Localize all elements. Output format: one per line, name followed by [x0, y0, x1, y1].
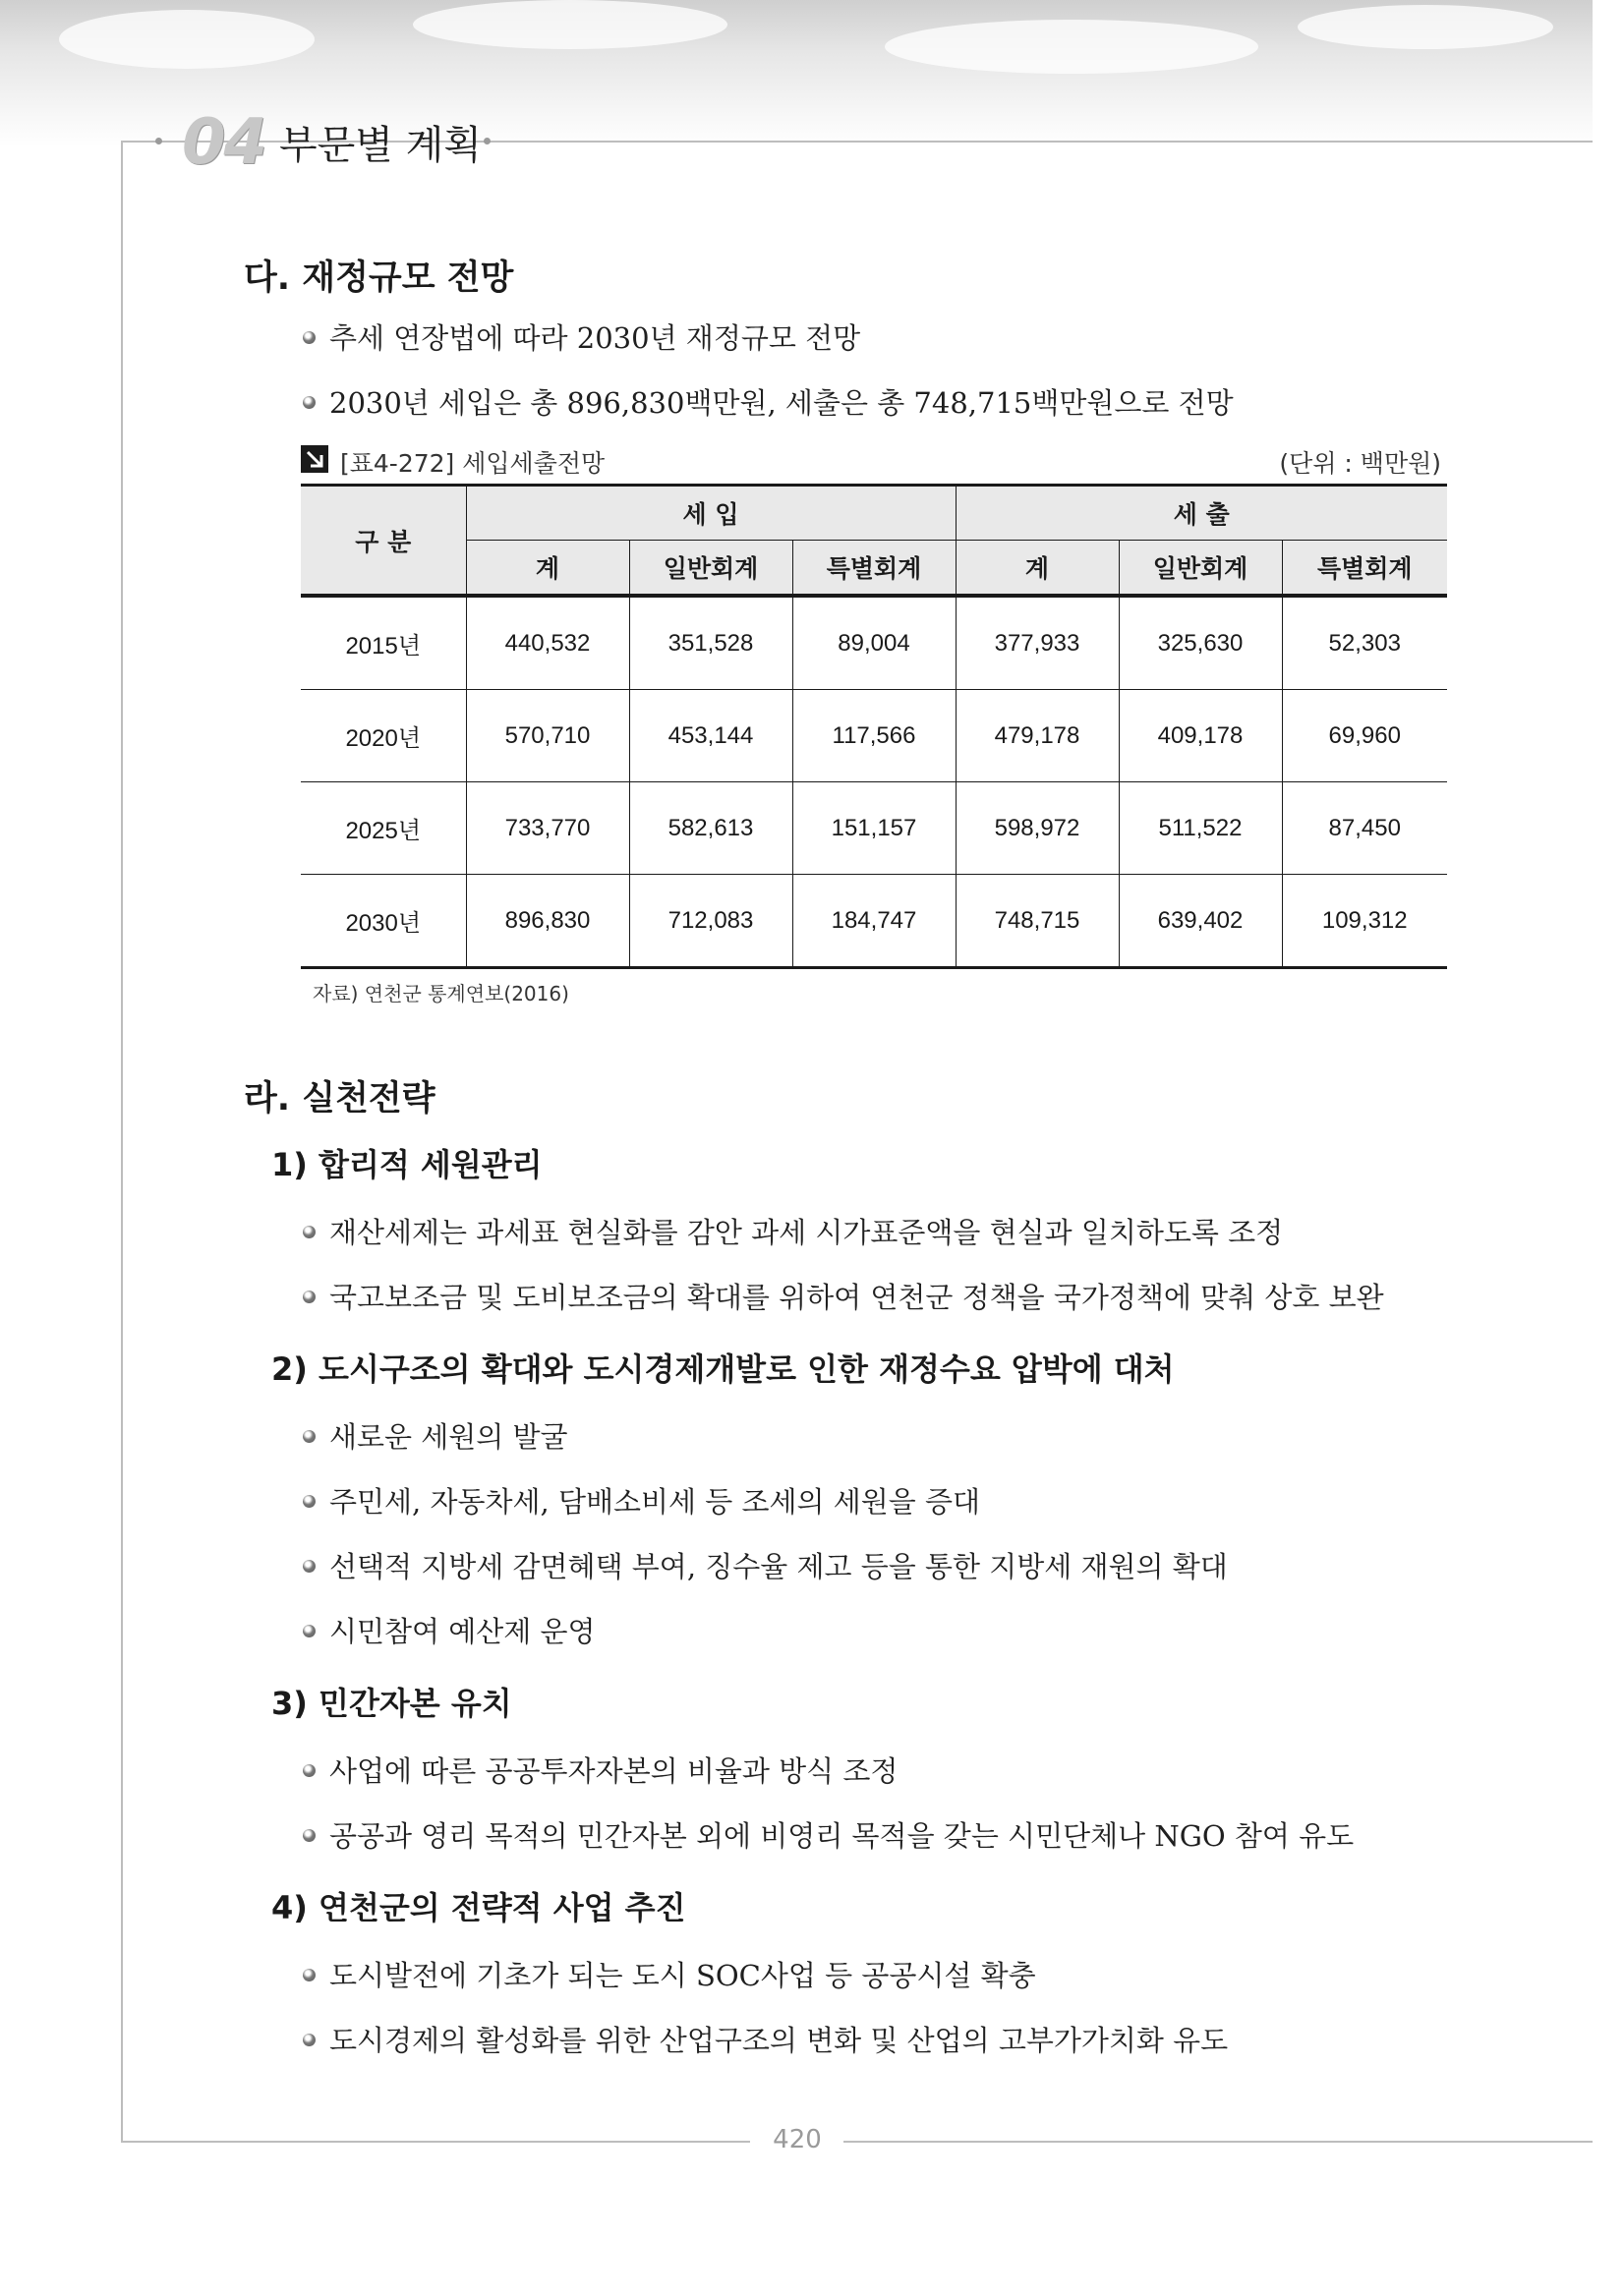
- bullet-item: [303, 1954, 1036, 1994]
- table-cell: 2030년: [301, 875, 466, 968]
- header-sub: 일반회계: [1119, 541, 1282, 597]
- bullet-text: 사업에 따른 공공투자자본의 비율과 방식 조정: [329, 1754, 899, 1788]
- table-row: [301, 782, 1447, 875]
- table-cell: 582,613: [629, 782, 792, 875]
- table-row: [301, 875, 1447, 968]
- bullet-icon: [303, 396, 316, 409]
- bullet-item: [303, 1545, 1228, 1585]
- bullet-text: 공공과 영리 목적의 민간자본 외에 비영리 목적을 갖는 시민단체나 NGO 참여 유도: [329, 1819, 1355, 1853]
- table-cell: 117,566: [792, 690, 956, 782]
- header-sub: 계: [956, 541, 1119, 597]
- bullet-text: 2030년 세입은 총 896,830백만원, 세출은 총 748,715백만원으로 전망: [329, 386, 1234, 420]
- bullet-icon: [303, 1430, 316, 1443]
- footer-rule: [843, 2141, 1593, 2143]
- bullet-item: [303, 1211, 1283, 1251]
- table-caption: [301, 442, 1441, 480]
- subsection-title: 1) 합리적 세원관리: [271, 1146, 543, 1183]
- table-row: [301, 596, 1447, 690]
- table-cell: 409,178: [1119, 690, 1282, 782]
- table-cell: 52,303: [1282, 596, 1447, 690]
- bullet-text: 주민세, 자동차세, 담배소비세 등 조세의 세원을 증대: [329, 1485, 981, 1519]
- table-cell: 351,528: [629, 596, 792, 690]
- table-cell: 511,522: [1119, 782, 1282, 875]
- table-cell: 598,972: [956, 782, 1119, 875]
- table-source-note: 자료) 연천군 통계연보(2016): [313, 982, 569, 1005]
- subsection-title: 2) 도시구조의 확대와 도시경제개발로 인한 재정수요 압박에 대처: [271, 1350, 1175, 1388]
- table-cell: 2025년: [301, 782, 466, 875]
- table-cell: 479,178: [956, 690, 1119, 782]
- page-number: 420: [773, 2125, 822, 2154]
- header-dot: [484, 138, 491, 144]
- table-cell: 89,004: [792, 596, 956, 690]
- header-expenditure: 세 출: [956, 486, 1447, 541]
- bullet-icon: [303, 1969, 316, 1981]
- bullet-icon: [303, 1829, 316, 1842]
- bullet-item: [303, 1415, 568, 1456]
- bullet-text: 시민참여 예산제 운영: [329, 1615, 596, 1648]
- bullet-item: [303, 2019, 1228, 2059]
- bullet-icon: [303, 1625, 316, 1637]
- table-cell: 440,532: [466, 596, 629, 690]
- bullet-icon: [303, 331, 316, 344]
- bullet-icon: [303, 1560, 316, 1573]
- bullet-icon: [303, 1226, 316, 1238]
- bullet-text: 국고보조금 및 도비보조금의 확대를 위하여 연천군 정책을 국가정책에 맞춰 상호 보완: [329, 1281, 1384, 1314]
- footer-rule: [121, 2141, 750, 2143]
- table-cell: 377,933: [956, 596, 1119, 690]
- bullet-icon: [303, 1291, 316, 1303]
- bullet-text: 도시경제의 활성화를 위한 산업구조의 변화 및 산업의 고부가가치화 유도: [329, 2024, 1229, 2057]
- bullet-item: [303, 1276, 1384, 1316]
- page-frame-left: [121, 141, 123, 2141]
- section-heading-da: 다. 재정규모 전망: [244, 258, 514, 298]
- table-unit: (단위 : 백만원): [1279, 449, 1441, 478]
- header-dot: [155, 138, 162, 144]
- table-cell: 69,960: [1282, 690, 1447, 782]
- header-revenue: 세 입: [466, 486, 956, 541]
- header-sub: 일반회계: [629, 541, 792, 597]
- bullet-text: 추세 연장법에 따라 2030년 재정규모 전망: [329, 321, 861, 355]
- cloud-decoration: [59, 10, 315, 69]
- bullet-item: [303, 1610, 596, 1650]
- header-sub: 특별회계: [792, 541, 956, 597]
- bullet-item: [303, 1480, 980, 1521]
- bullet-item: [303, 316, 860, 357]
- table-cell: 2015년: [301, 596, 466, 690]
- table-cell: 2020년: [301, 690, 466, 782]
- section-heading-ra: 라. 실천전략: [244, 1079, 435, 1119]
- cloud-decoration: [885, 20, 1258, 74]
- subsection-title: 4) 연천군의 전략적 사업 추진: [271, 1889, 686, 1926]
- table-cell: 453,144: [629, 690, 792, 782]
- arrow-down-right-icon: [301, 445, 328, 473]
- table-cell: 87,450: [1282, 782, 1447, 875]
- table-row: [301, 690, 1447, 782]
- table-cell: 325,630: [1119, 596, 1282, 690]
- bullet-icon: [303, 1495, 316, 1508]
- bullet-text: 선택적 지방세 감면혜택 부여, 징수율 제고 등을 통한 지방세 재원의 확대: [329, 1550, 1228, 1583]
- header-sub: 특별회계: [1282, 541, 1447, 597]
- table-cell: 712,083: [629, 875, 792, 968]
- bullet-item: [303, 1750, 898, 1790]
- cloud-decoration: [1298, 5, 1553, 49]
- table-cell: 748,715: [956, 875, 1119, 968]
- table-cell: 896,830: [466, 875, 629, 968]
- bullet-text: 새로운 세원의 발굴: [329, 1420, 568, 1454]
- table-cell: 151,157: [792, 782, 956, 875]
- chapter-title: 부문별 계획: [279, 123, 482, 168]
- bullet-text: 재산세제는 과세표 현실화를 감안 과세 시가표준액을 현실과 일치하도록 조정: [329, 1216, 1284, 1249]
- revenue-expenditure-table: [301, 484, 1447, 969]
- table-cell: 184,747: [792, 875, 956, 968]
- bullet-icon: [303, 2034, 316, 2046]
- table-cell: 109,312: [1282, 875, 1447, 968]
- table-label: [표4-272] 세입세출전망: [340, 449, 606, 478]
- header-gubun: 구 분: [301, 486, 466, 597]
- header-sub: 계: [466, 541, 629, 597]
- bullet-icon: [303, 1764, 316, 1777]
- table-cell: 733,770: [466, 782, 629, 875]
- bullet-item: [303, 1814, 1354, 1855]
- subsection-title: 3) 민간자본 유치: [271, 1685, 512, 1722]
- table-cell: 570,710: [466, 690, 629, 782]
- chapter-number: 04: [182, 106, 266, 179]
- cloud-decoration: [413, 0, 727, 49]
- table-cell: 639,402: [1119, 875, 1282, 968]
- bullet-item: [303, 381, 1234, 422]
- bullet-text: 도시발전에 기초가 되는 도시 SOC사업 등 공공시설 확충: [329, 1959, 1036, 1992]
